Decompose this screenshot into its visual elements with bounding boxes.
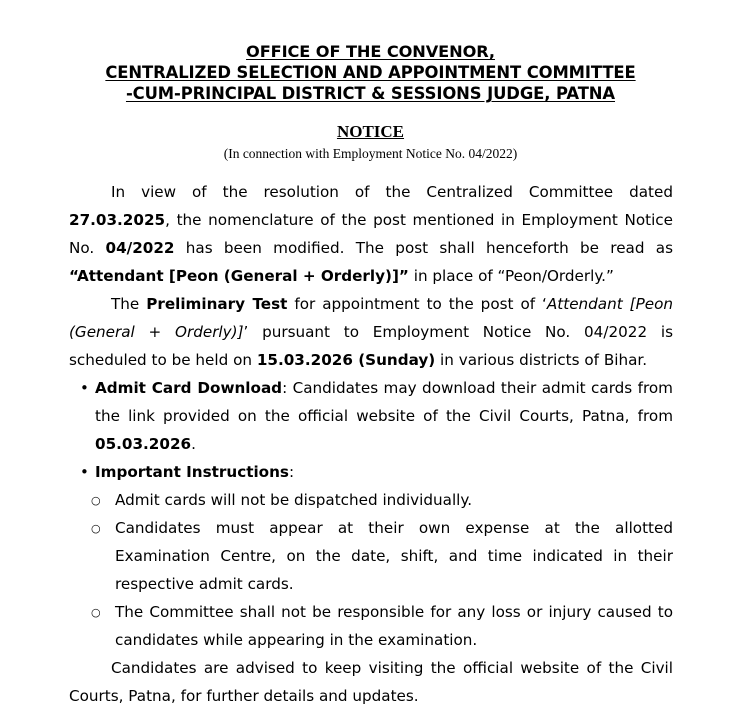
p2-seg1: The bbox=[111, 295, 147, 313]
document-body bbox=[0, 178, 741, 710]
bullet-circle-icon: ○ bbox=[91, 494, 101, 507]
p1-new-post-name: “Attendant [Peon (General + Orderly)]” bbox=[69, 267, 409, 285]
notice-heading-text: NOTICE bbox=[336, 122, 405, 141]
admit-card-release-date: 05.03.2026 bbox=[95, 435, 192, 453]
important-instructions-label: Important Instructions bbox=[95, 463, 289, 481]
p2-seg4: in various districts of Bihar. bbox=[435, 351, 648, 369]
instruction-text-2: Candidates must appear at their own expense at the allotted Examination Centre, on the date, shift, and time indicated in their respective admit cards. bbox=[115, 519, 673, 593]
p1-employment-notice-number: 04/2022 bbox=[105, 239, 175, 257]
document-header bbox=[0, 0, 741, 162]
important-instructions-sublist bbox=[69, 486, 673, 654]
paragraph-nomenclature-change bbox=[69, 178, 673, 290]
admit-card-download-label: Admit Card Download bbox=[95, 379, 283, 397]
instruction-text-3: The Committee shall not be responsible for any loss or injury caused to candidates while appearing in the examination. bbox=[115, 603, 673, 649]
paragraph-closing-advice: Candidates are advised to keep visiting the official website of the Civil Courts, Patna, for further details and updates. bbox=[69, 659, 673, 705]
important-instructions-colon: : bbox=[288, 463, 295, 481]
admit-card-download-tail: . bbox=[191, 435, 196, 453]
important-instructions-heading bbox=[95, 463, 294, 481]
p1-resolution-date: 27.03.2025 bbox=[69, 211, 166, 229]
list-item bbox=[89, 486, 673, 514]
org-title-line-1: OFFICE OF THE CONVENOR, bbox=[246, 42, 495, 61]
list-item-admit-card-download bbox=[69, 374, 673, 458]
notice-heading bbox=[0, 122, 741, 142]
p1-seg2: , the nomenclature of the post mentioned in Employment Notice No. bbox=[69, 211, 673, 257]
instruction-text-1: Admit cards will not be dispatched individually. bbox=[115, 491, 473, 509]
bullet-circle-icon: ○ bbox=[91, 522, 101, 535]
list-item bbox=[89, 598, 673, 654]
org-title-line-3: -CUM-PRINCIPAL DISTRICT & SESSIONS JUDGE, PATNA bbox=[125, 84, 616, 103]
instructions-list bbox=[69, 374, 673, 486]
p1-seg4: in place of “Peon/Orderly.” bbox=[408, 267, 614, 285]
bullet-disc-icon: • bbox=[80, 463, 89, 481]
p2-seg2: for appointment to the post of ‘ bbox=[287, 295, 547, 313]
p2-seg3: ’ pursuant to Employment Notice No. 04/2022 is scheduled to be held on bbox=[69, 323, 673, 369]
org-title-line-2: CENTRALIZED SELECTION AND APPOINTMENT COMMITTEE bbox=[105, 63, 636, 82]
p1-seg1: In view of the resolution of the Centralized Committee dated bbox=[111, 183, 673, 201]
admit-card-download-text bbox=[95, 379, 673, 453]
bullet-circle-icon: ○ bbox=[91, 606, 101, 619]
bullet-disc-icon: • bbox=[80, 379, 89, 397]
list-item-important-instructions bbox=[69, 458, 673, 486]
list-item bbox=[89, 514, 673, 598]
organization-title bbox=[91, 41, 651, 104]
admit-card-download-body: : Candidates may download their admit cards from the link provided on the official website of the Civil Courts, Patna, from bbox=[95, 379, 673, 425]
p1-seg3: has been modified. The post shall henceforth be read as bbox=[174, 239, 674, 257]
p2-post-name-italic: Attendant [Peon (General + Orderly)] bbox=[69, 295, 673, 341]
notice-subtitle: (In connection with Employment Notice No. 04/2022) bbox=[223, 146, 518, 161]
p2-exam-date: 15.03.2026 (Sunday) bbox=[256, 351, 436, 369]
paragraph-preliminary-test bbox=[69, 290, 673, 374]
p2-preliminary-test-label: Preliminary Test bbox=[146, 295, 288, 313]
